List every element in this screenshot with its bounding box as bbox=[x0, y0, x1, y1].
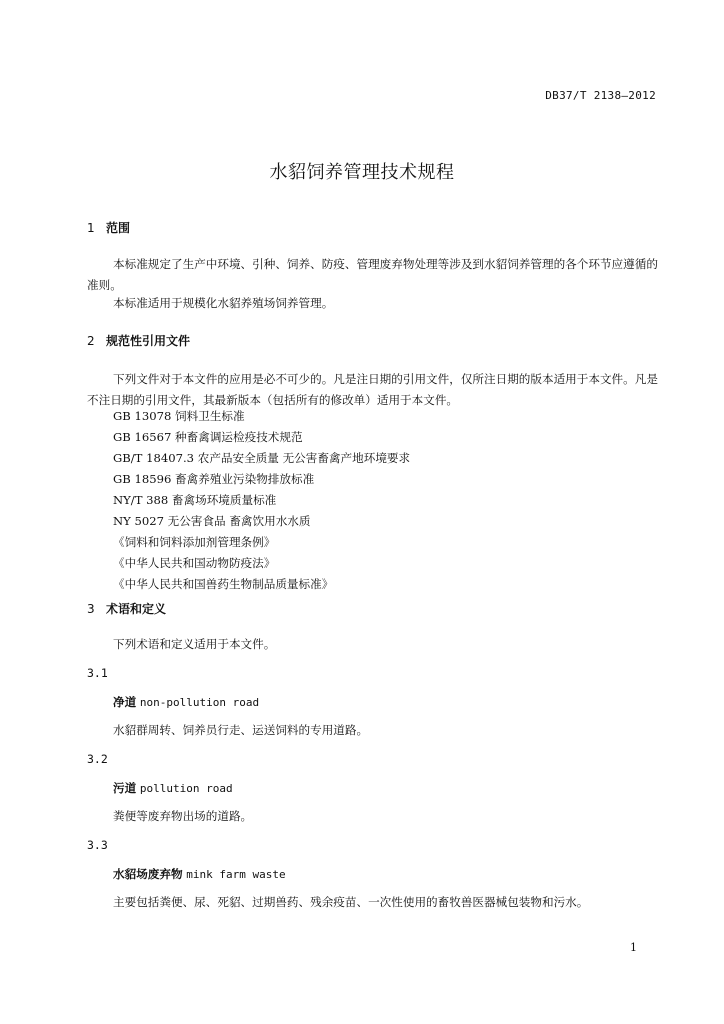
term-entry bbox=[113, 694, 259, 710]
reference-item: NY 5027 无公害食品 畜禽饮用水水质 bbox=[113, 514, 311, 528]
normative-intro: 下列文件对于本文件的应用是必不可少的。凡是注日期的引用文件，仅所注日期的版本适用于本文件。凡是不注日期的引用文件，其最新版本（包括所有的修改单）适用于本文件。 bbox=[87, 372, 658, 407]
section-3-heading bbox=[87, 600, 166, 617]
term-english: non-pollution road bbox=[139, 696, 260, 709]
reference-item: GB/T 18407.3 农产品安全质量 无公害畜禽产地环境要求 bbox=[113, 451, 411, 465]
clause-number: 3.1 bbox=[87, 666, 108, 680]
standard-code: DB37/T 2138—2012 bbox=[545, 89, 656, 102]
reference-item: 《饲料和饲料添加剂管理条例》 bbox=[113, 535, 276, 549]
term-definition: 水貂群周转、饲养员行走、运送饲料的专用道路。 bbox=[113, 723, 369, 737]
clause-number: 3.2 bbox=[87, 752, 108, 766]
section-number: 3 bbox=[87, 602, 95, 616]
term-chinese: 净道 bbox=[113, 695, 137, 709]
scope-paragraph-1: 本标准规定了生产中环境、引种、饲养、防疫、管理废弃物处理等涉及到水貂饲养管理的各个环节应遵循的准则。 bbox=[87, 257, 658, 292]
term-definition: 粪便等废弃物出场的道路。 bbox=[113, 809, 253, 823]
term-english: pollution road bbox=[139, 782, 233, 795]
page-number: 1 bbox=[630, 941, 637, 954]
term-entry bbox=[113, 780, 233, 796]
reference-item: NY/T 388 畜禽场环境质量标准 bbox=[113, 493, 277, 507]
reference-item: GB 18596 畜禽养殖业污染物排放标准 bbox=[113, 472, 315, 486]
clause-number: 3.3 bbox=[87, 838, 108, 852]
section-1-heading bbox=[87, 219, 130, 236]
term-definition: 主要包括粪便、尿、死貂、过期兽药、残余疫苗、一次性使用的畜牧兽医器械包装物和污水。 bbox=[113, 895, 589, 909]
section-number: 2 bbox=[87, 334, 95, 348]
section-title: 术语和定义 bbox=[106, 602, 167, 616]
reference-item: GB 16567 种畜禽调运检疫技术规范 bbox=[113, 430, 303, 444]
term-entry bbox=[113, 866, 286, 882]
term-chinese: 水貂场废弃物 bbox=[113, 867, 183, 881]
section-2-heading bbox=[87, 332, 190, 349]
scope-paragraph-2: 本标准适用于规模化水貂养殖场饲养管理。 bbox=[113, 296, 334, 310]
term-chinese: 污道 bbox=[113, 781, 137, 795]
term-english: mink farm waste bbox=[186, 868, 286, 881]
terms-intro: 下列术语和定义适用于本文件。 bbox=[113, 637, 276, 651]
section-title: 范围 bbox=[106, 221, 131, 235]
section-title: 规范性引用文件 bbox=[106, 334, 191, 348]
reference-item: 《中华人民共和国动物防疫法》 bbox=[113, 556, 276, 570]
section-number: 1 bbox=[87, 221, 95, 235]
reference-item: GB 13078 饲料卫生标准 bbox=[113, 409, 245, 423]
document-title: 水貂饲养管理技术规程 bbox=[269, 162, 455, 183]
reference-item: 《中华人民共和国兽药生物制品质量标准》 bbox=[113, 577, 334, 591]
